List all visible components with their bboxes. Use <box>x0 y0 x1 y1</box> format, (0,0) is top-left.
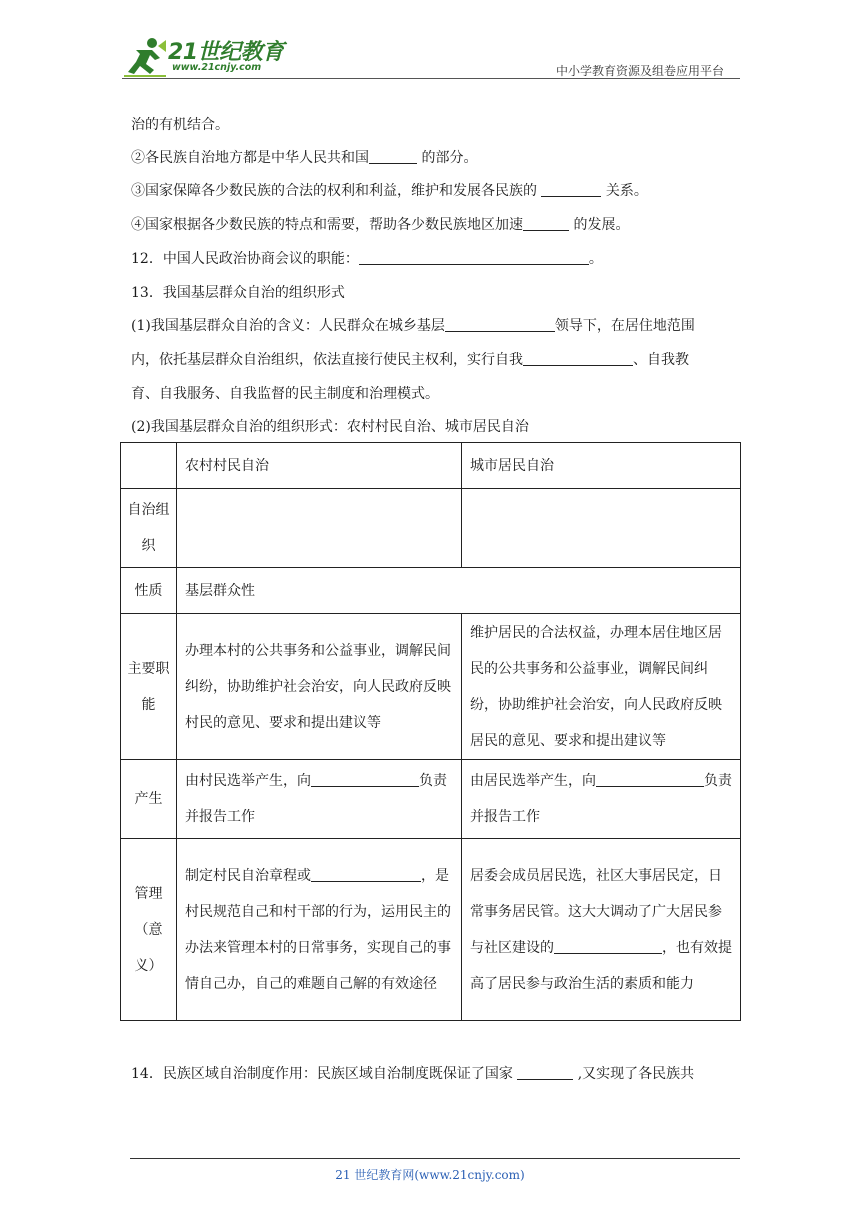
text-span: 、自我教 <box>633 352 689 368</box>
table-row-nature <box>121 568 741 614</box>
function-urban: 维护居民的合法权益，办理本居住地区居民的公共事务和公益事业，调解民间纠纷，协助维护社会治安，向人民政府反映居民的意见、要求和提出建议等 <box>462 614 741 760</box>
produce-urban <box>462 760 741 839</box>
question-12 <box>131 248 603 268</box>
text-line <box>131 114 229 134</box>
text-span: (1)我国基层群众自治的含义：人民群众在城乡基层 <box>131 318 445 334</box>
text-span: ，是村民规范自己和村干部的行为，运用民主的办法来管理本村的日常事务，实现自己的事情自己办，自己的难题自己解的有效途径 <box>185 867 451 992</box>
fill-blank[interactable] <box>445 317 555 332</box>
question-13-part1-cont <box>131 349 689 369</box>
text-span: 由居民选举产生，向 <box>470 773 596 789</box>
row-label-nature: 性质 <box>121 568 177 614</box>
text-span: 关系。 <box>601 183 648 199</box>
fill-blank[interactable] <box>369 149 417 164</box>
text-span: 负责并报告工作 <box>470 773 732 825</box>
question-13-part1 <box>131 315 695 335</box>
logo-url: www.21cnjy.com <box>172 62 262 73</box>
fill-blank[interactable] <box>523 216 569 231</box>
table-row-produce <box>121 760 741 839</box>
row-label-produce: 产生 <box>121 760 177 839</box>
item-2 <box>131 147 477 167</box>
site-logo[interactable] <box>122 34 292 78</box>
fill-blank[interactable] <box>541 182 601 197</box>
text-span: ③国家保障各少数民族的合法的权利和利益，维护和发展各民族的 <box>131 183 542 199</box>
produce-rural <box>177 760 462 839</box>
table-row-org <box>121 489 741 568</box>
header-divider <box>122 78 740 79</box>
question-13-part1-end <box>131 383 439 403</box>
table-corner-cell <box>121 443 177 489</box>
question-13 <box>131 282 345 302</box>
row-label-org: 自治组织 <box>121 489 177 568</box>
answer-cell-urban-org[interactable] <box>462 489 741 568</box>
text-span: 14．民族区域自治制度作用：民族区域自治制度既保证了国家 <box>131 1066 518 1082</box>
text-span: 的部分。 <box>417 150 478 166</box>
fill-blank[interactable] <box>311 772 419 787</box>
question-13-part2 <box>131 416 529 436</box>
text-span: 13．我国基层群众自治的组织形式 <box>131 285 345 301</box>
runner-logo-icon <box>122 36 168 78</box>
text-span: ,又实现了各民族共 <box>573 1066 695 1082</box>
self-governance-table <box>120 442 741 1021</box>
fill-blank[interactable] <box>596 772 704 787</box>
text-span: 领导下，在居住地范围 <box>554 318 695 334</box>
footer-divider <box>130 1158 740 1159</box>
row-label-function: 主要职能 <box>121 614 177 760</box>
fill-blank[interactable] <box>523 351 633 366</box>
table-row-manage <box>121 839 741 1021</box>
fill-blank[interactable] <box>554 939 662 954</box>
footer-link[interactable]: 21 世纪教育网(www.21cnjy.com) <box>335 1168 525 1182</box>
text-span: 由村民选举产生，向 <box>185 773 311 789</box>
table-row-function <box>121 614 741 760</box>
manage-urban <box>462 839 741 1021</box>
table-header-row <box>121 443 741 489</box>
logo-title: 21世纪教育 <box>168 40 284 65</box>
item-3 <box>131 180 648 200</box>
page-header <box>122 34 740 79</box>
manage-rural <box>177 839 462 1021</box>
text-span: 治的有机结合。 <box>131 117 229 133</box>
question-14 <box>131 1063 694 1083</box>
text-span: 育、自我服务、自我监督的民主制度和治理模式。 <box>131 386 439 402</box>
text-span: ，也有效提高了居民参与政治生活的素质和能力 <box>470 939 732 992</box>
fill-blank[interactable] <box>311 867 421 882</box>
text-span: 12．中国人民政治协商会议的职能： <box>131 251 359 267</box>
item-4 <box>131 214 629 234</box>
text-span: 负责并报告工作 <box>185 773 447 825</box>
text-span: 内，依托基层群众自治组织，依法直接行使民主权利，实行自我 <box>131 352 523 368</box>
text-span: ④国家根据各少数民族的特点和需要，帮助各少数民族地区加速 <box>131 217 523 233</box>
site-tagline: 中小学教育资源及组卷应用平台 <box>555 64 724 78</box>
row-label-manage: 管理（意义） <box>121 839 177 1021</box>
text-span: 。 <box>588 251 603 267</box>
text-span: 制定村民自治章程或 <box>185 867 311 884</box>
column-header-urban: 城市居民自治 <box>462 443 741 489</box>
text-span: ②各民族自治地方都是中华人民共和国 <box>131 150 369 166</box>
fill-blank[interactable] <box>359 250 589 265</box>
text-span: 的发展。 <box>569 217 630 233</box>
answer-cell-rural-org[interactable] <box>177 489 462 568</box>
column-header-rural: 农村村民自治 <box>177 443 462 489</box>
text-span: (2)我国基层群众自治的组织形式：农村村民自治、城市居民自治 <box>131 419 529 435</box>
fill-blank[interactable] <box>517 1065 573 1080</box>
nature-value: 基层群众性 <box>177 568 741 614</box>
function-rural: 办理本村的公共事务和公益事业，调解民间纠纷，协助维护社会治安，向人民政府反映村民的意见、要求和提出建议等 <box>177 614 462 760</box>
text-span: 居委会成员居民选，社区大事居民定，日常事务居民管。这大大调动了广大居民参与社区建设的 <box>470 867 722 956</box>
